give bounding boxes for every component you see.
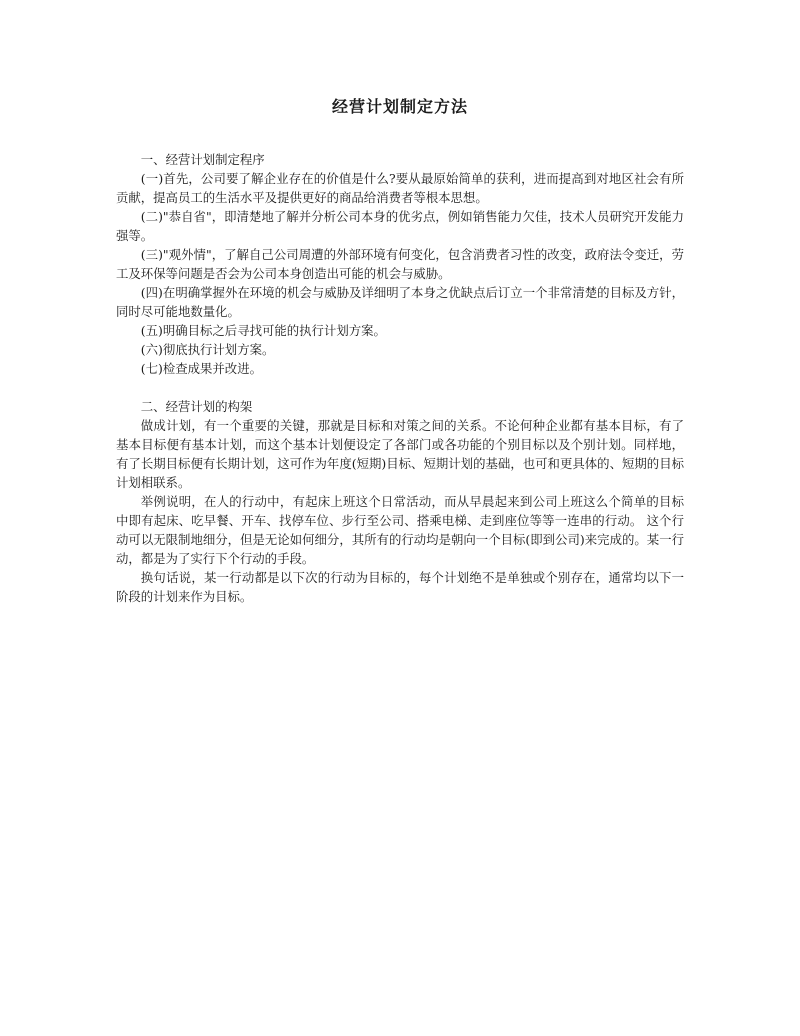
paragraph: (七)检查成果并改进。 bbox=[140, 361, 262, 376]
paragraph: (二)"恭自省"，即清楚地了解并分析公司本身的优劣点，例如销售能力欠佳，技术人员研究开发能力强等。 bbox=[116, 209, 684, 243]
paragraph: (一)首先，公司要了解企业存在的价值是什么?要从最原始简单的获利，进而提高到对地区社会有所贡献，提高员工的生活水平及提供更好的商品给消费者等根本思想。 bbox=[116, 171, 684, 205]
paragraph: 换句话说，某一行动都是以下次的行动为目标的，每个计划绝不是单独或个别存在，通常均以下一阶段的计划来作为目标。 bbox=[116, 570, 684, 604]
paragraph: (五)明确目标之后寻找可能的执行计划方案。 bbox=[140, 323, 386, 338]
section-heading: 二、经营计划的构架 bbox=[140, 399, 253, 414]
paragraph: (四)在明确掌握外在环境的机会与威胁及详细明了本身之优缺点后订立一个非常清楚的目标及方针，同时尽可能地数量化。 bbox=[116, 285, 684, 319]
paragraph: 举例说明，在人的行动中，有起床上班这个日常活动，而从早晨起来到公司上班这么个简单的目标中即有起床、吃早餐、开车、找停车位、步行至公司、搭乘电梯、走到座位等等一连串的行动。 这个行动可以无限制地细分，但是无论如何细分，其所有的行动均是朝向一个目标(即到公司)来完成的。某一行动，都是为了实行下个行动的手段。 bbox=[116, 494, 684, 566]
document-title: 经营计划制定方法 bbox=[331, 97, 468, 116]
section-spacer bbox=[116, 378, 684, 397]
paragraph: 做成计划，有一个重要的关键，那就是目标和对策之间的关系。不论何种企业都有基本目标，有了基本目标便有基本计划，而这个基本计划便设定了各部门或各功能的个别目标以及个别计划。同样地，有了长期目标便有长期计划，这可作为年度(短期)目标、短期计划的基础，也可和更具体的、短期的目标计划相联系。 bbox=[116, 418, 684, 490]
section-heading: 一、经营计划制定程序 bbox=[140, 152, 265, 167]
paragraph: (三)"观外情"，了解自己公司周遭的外部环境有何变化，包含消费者习性的改变，政府法令变迁，劳工及环保等问题是否会为公司本身创造出可能的机会与威胁。 bbox=[116, 247, 684, 281]
paragraph: (六)彻底执行计划方案。 bbox=[140, 342, 275, 357]
document-body bbox=[116, 150, 684, 606]
